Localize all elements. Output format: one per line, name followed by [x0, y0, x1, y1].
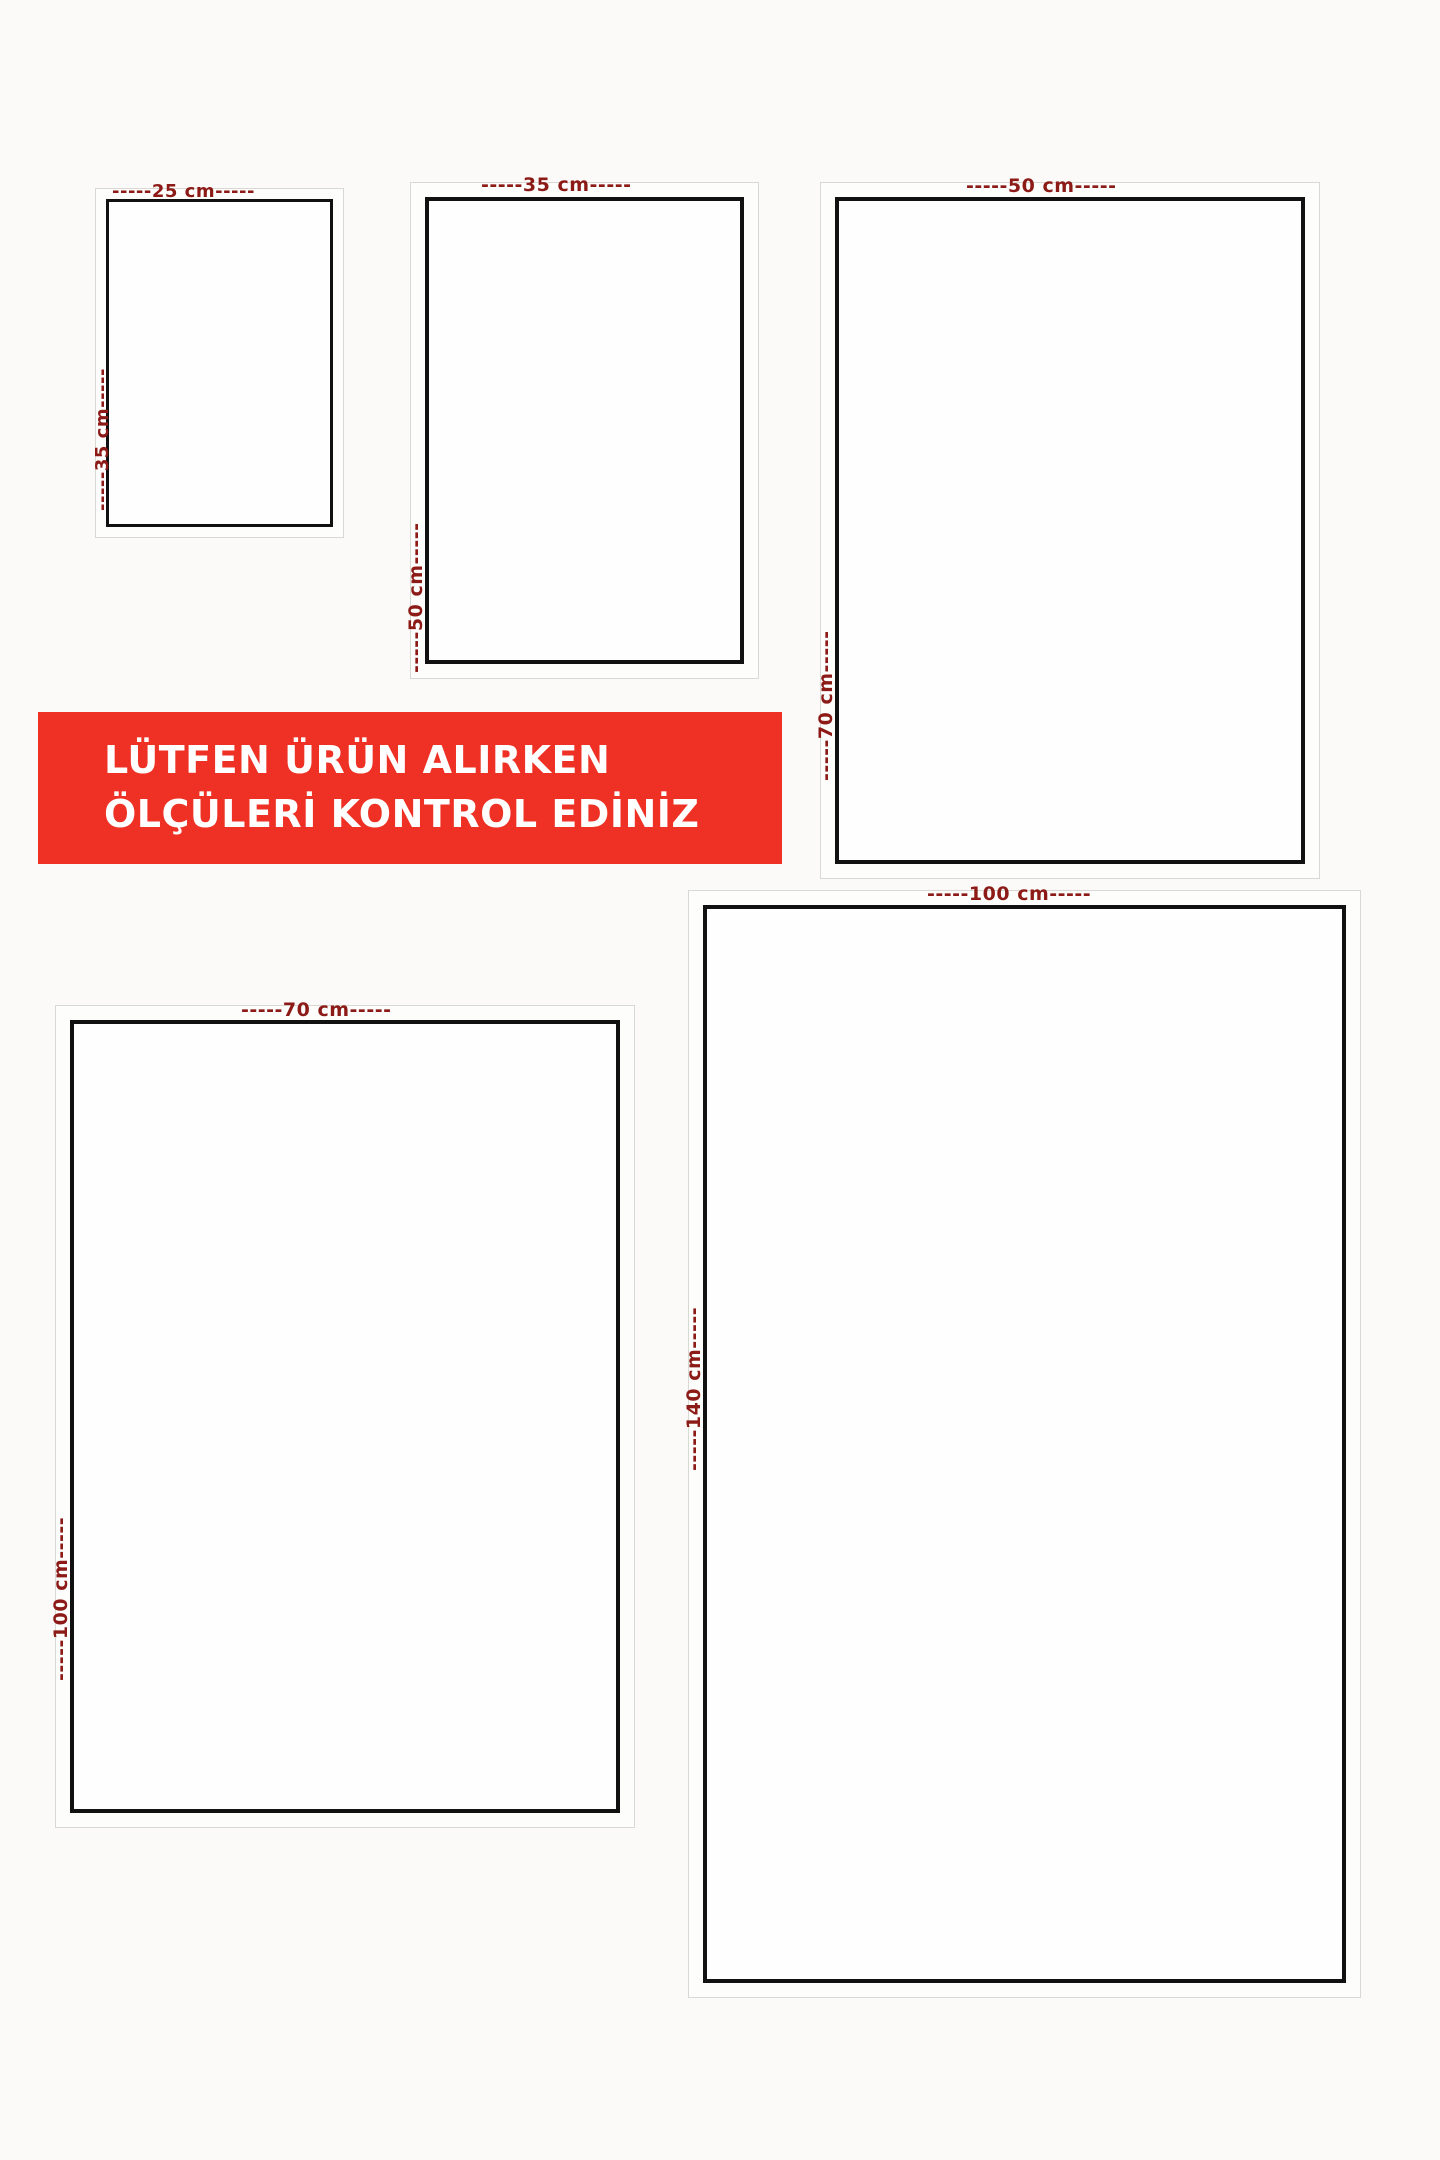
frame-35x50 — [405, 174, 759, 679]
frame-25x35-width-label: -----25 cm----- — [112, 181, 255, 202]
frame-70x100-width-label: -----70 cm----- — [241, 999, 392, 1021]
frame-35x50-height-label: -----50 cm----- — [405, 522, 427, 673]
warning-line-1: LÜTFEN ÜRÜN ALIRKEN — [104, 738, 611, 783]
frame-25x35-inner — [106, 199, 333, 527]
frame-100x140 — [683, 883, 1361, 1998]
frame-70x100-height-label: -----100 cm----- — [50, 1516, 72, 1681]
frame-35x50-width-label: -----35 cm----- — [481, 174, 632, 196]
warning-banner — [38, 712, 782, 864]
frame-25x35 — [92, 181, 344, 538]
frame-35x50-inner — [425, 197, 744, 664]
frame-100x140-inner — [703, 905, 1346, 1983]
frame-100x140-height-label: -----140 cm----- — [683, 1306, 705, 1471]
frame-70x100 — [50, 999, 635, 1828]
frame-50x70-height-label: -----70 cm----- — [815, 630, 837, 781]
frame-50x70 — [815, 175, 1320, 879]
frame-50x70-inner — [835, 197, 1305, 864]
warning-line-2: ÖLÇÜLERİ KONTROL EDİNİZ — [104, 792, 700, 836]
frame-100x140-width-label: -----100 cm----- — [927, 883, 1092, 905]
frame-50x70-width-label: -----50 cm----- — [966, 175, 1117, 197]
frame-25x35-height-label: -----35 cm----- — [92, 368, 113, 511]
frame-70x100-inner — [70, 1020, 620, 1813]
